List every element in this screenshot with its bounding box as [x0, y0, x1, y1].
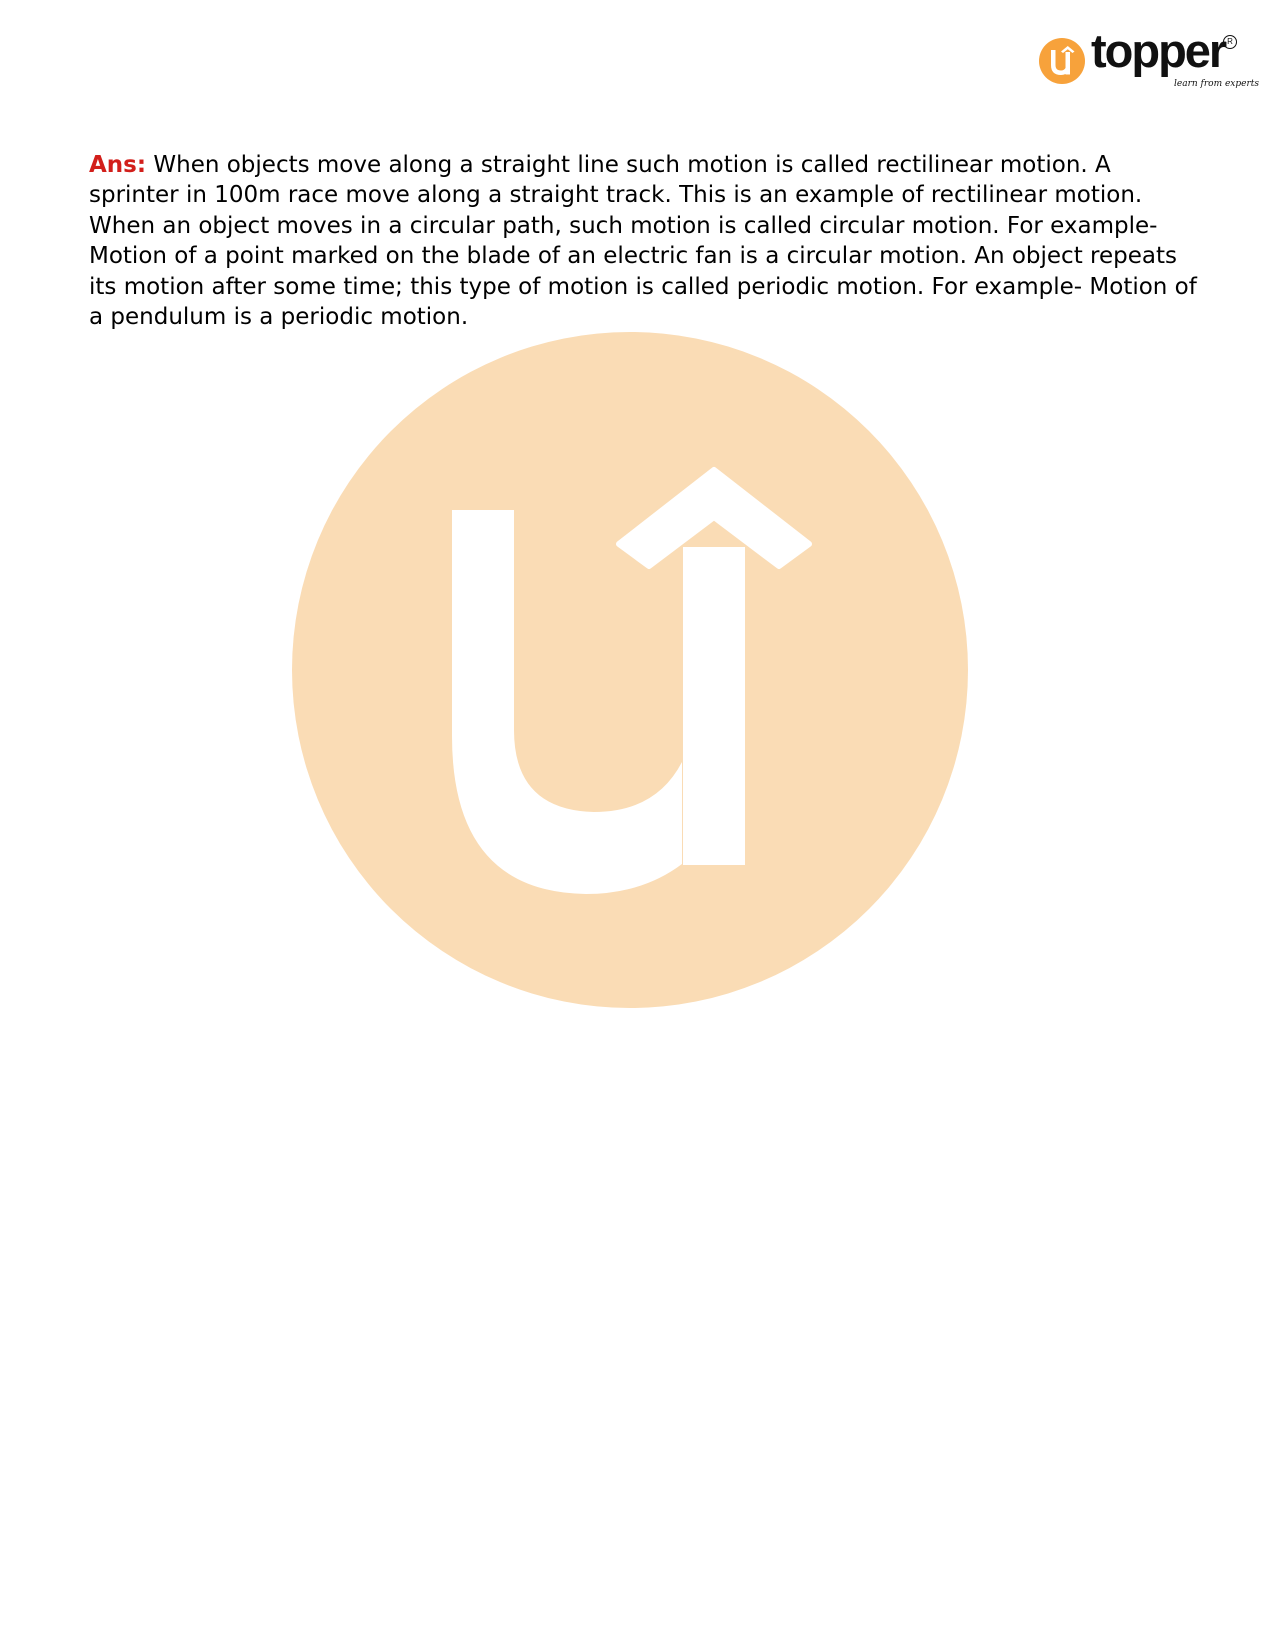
answer-label: Ans: [89, 152, 147, 178]
answer-text: When objects move along a straight line such motion is called rectilinear motion. A sprinter in 100m race move along a straight track. This is an example of rectilinear motion. When an object moves in a circular path, such motion is called circular motion. For example- Motion of a point marked on the blade of an electric fan is a circular motion. An object repeats its motion after some time; this type of motion is called periodic motion. For example- Motion of a pendulum is a periodic motion. [89, 152, 1197, 331]
u-arrow-logo-icon [1038, 37, 1086, 85]
brand-name: topper [1091, 24, 1226, 77]
answer-paragraph [89, 150, 1199, 332]
u-arrow-watermark-icon [292, 332, 968, 1008]
topper-logo [1038, 24, 1260, 95]
registered-mark: R [1223, 35, 1237, 49]
brand-tagline: learn from experts [1174, 79, 1260, 89]
